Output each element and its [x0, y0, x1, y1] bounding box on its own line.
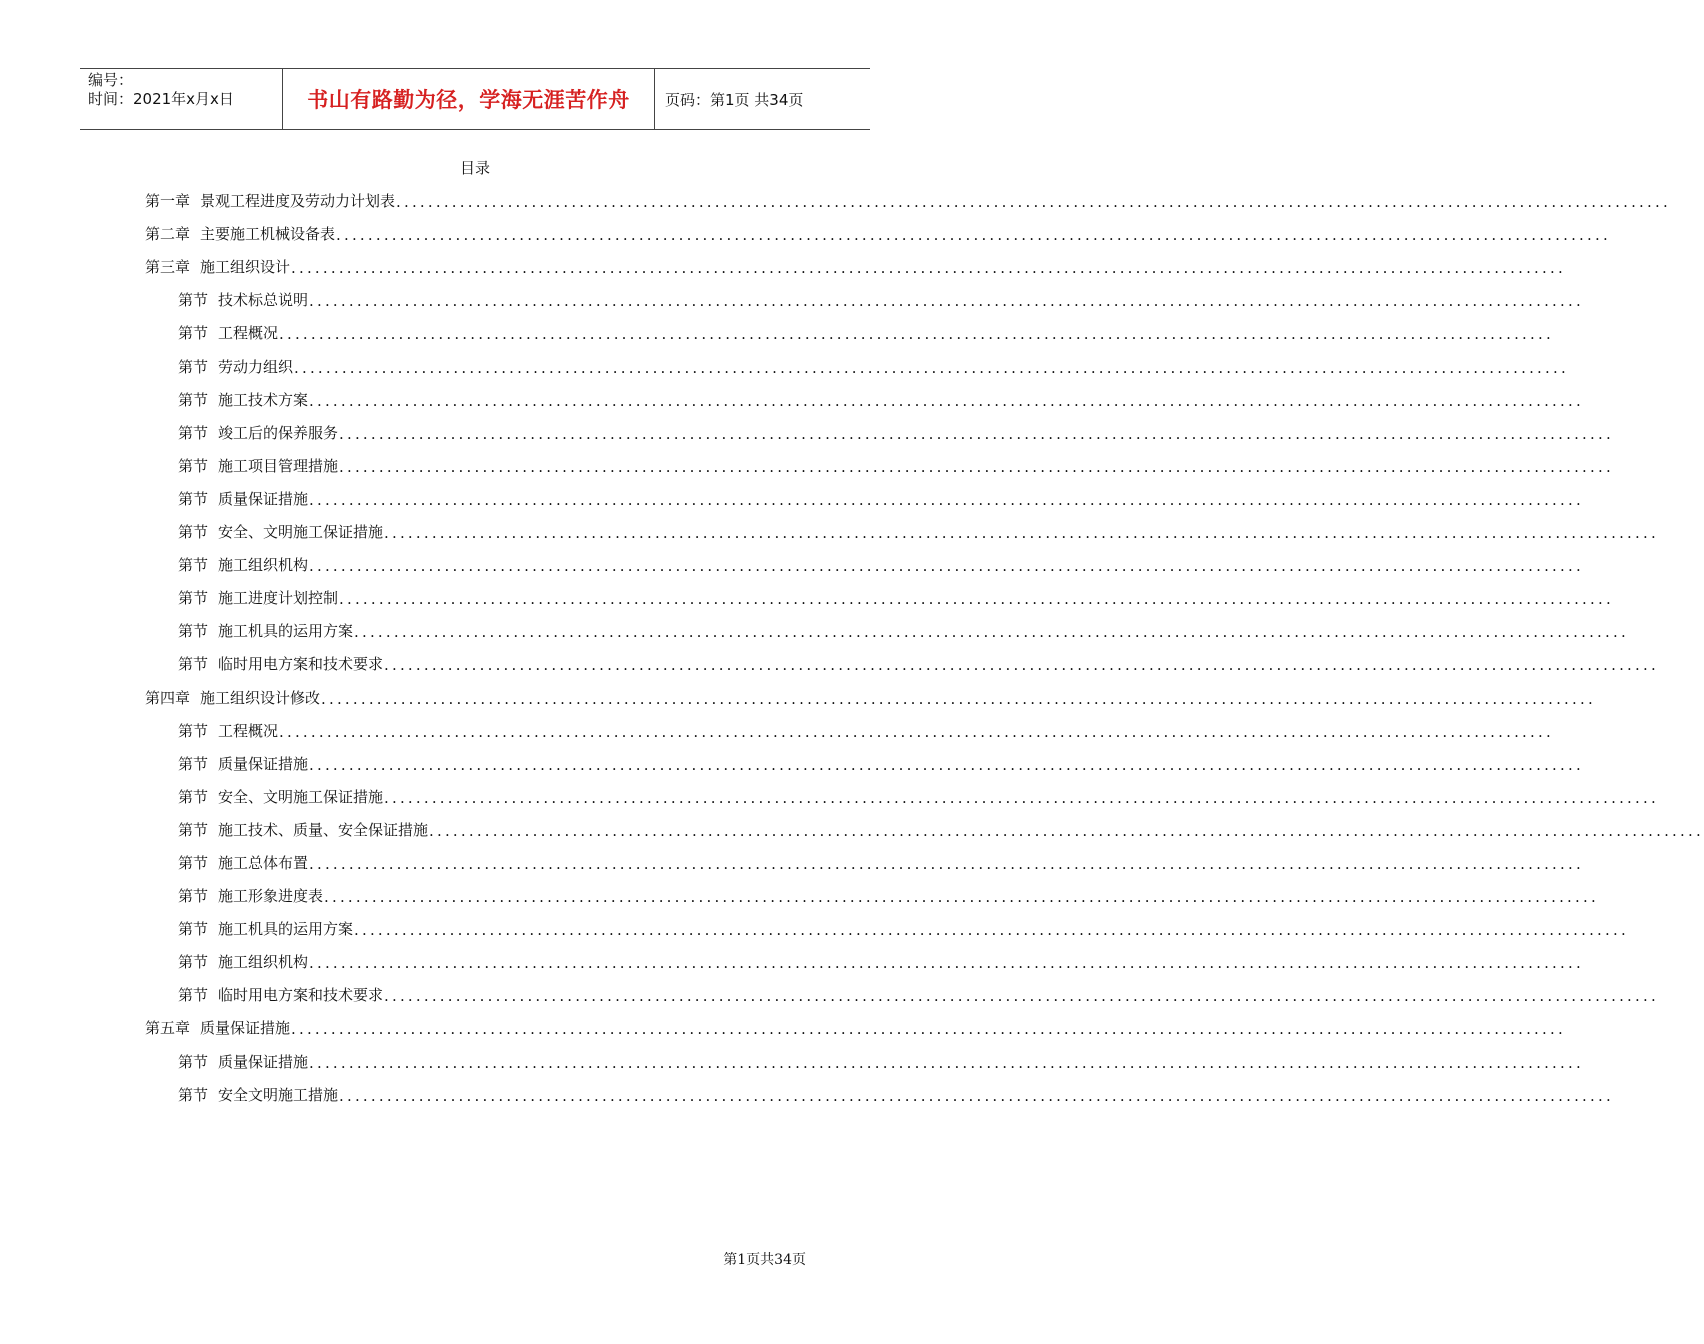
toc-entry-text: 施工进度计划控制 [218, 589, 339, 608]
toc-entry-prefix: 第二章 [145, 225, 191, 244]
toc-entry-text: 施工组织机构 [218, 556, 309, 575]
toc-entry-text: 工程概况 [218, 324, 279, 343]
toc-section-entry[interactable] [145, 840, 1584, 873]
toc-leader-dots: ................................................................................................................................................................ [354, 623, 1629, 642]
toc-entry-text: 主要施工机械设备表 [200, 225, 336, 244]
toc-section-entry[interactable] [145, 708, 1554, 741]
toc-entry-text: 安全、文明施工保证措施 [218, 523, 384, 542]
toc-leader-dots: ................................................................................................................................................................ [294, 358, 1569, 377]
document-time: 时间：2021年x月x日 [88, 90, 234, 108]
toc-leader-dots: ................................................................................................................................................................ [336, 226, 1611, 245]
toc-entry-prefix: 第节 [178, 489, 209, 508]
toc-section-entry[interactable] [145, 1038, 1584, 1072]
toc-leader-dots: ................................................................................................................................................................ [309, 557, 1584, 576]
toc-section-entry[interactable] [145, 741, 1584, 774]
toc-leader-dots: ................................................................................................................................................................ [279, 722, 1554, 741]
toc-leader-dots: ................................................................................................................................................................ [309, 490, 1584, 509]
page-footer: 第1页共34页 [723, 1252, 806, 1268]
toc-entry-text: 质量保证措施 [218, 1052, 309, 1071]
toc-leader-dots: ................................................................................................................................................................ [324, 888, 1599, 907]
toc-section-entry[interactable] [145, 608, 1629, 642]
toc-section-entry[interactable] [145, 575, 1614, 609]
toc-leader-dots: ................................................................................................................................................................ [384, 788, 1659, 807]
toc-leader-dots: ................................................................................................................................................................ [384, 524, 1659, 543]
toc-section-entry[interactable] [145, 542, 1584, 576]
toc-entry-text: 工程概况 [218, 721, 279, 740]
toc-entry-prefix: 第节 [178, 291, 209, 310]
toc-section-entry[interactable] [145, 343, 1569, 377]
toc-entry-text: 质量保证措施 [218, 489, 309, 508]
toc-leader-dots: ................................................................................................................................................................ [309, 391, 1584, 410]
toc-entry-prefix: 第节 [178, 622, 209, 641]
toc-section-entry[interactable] [145, 476, 1584, 509]
toc-leader-dots: ................................................................................................................................................................ [309, 1053, 1584, 1072]
toc-section-entry[interactable] [145, 641, 1659, 675]
toc-leader-dots: ................................................................................................................................................................ [309, 854, 1584, 873]
toc-section-entry[interactable] [145, 972, 1659, 1006]
toc-section-entry[interactable] [145, 310, 1554, 344]
toc-leader-dots: ................................................................................................................................................................ [429, 821, 1704, 840]
toc-section-entry[interactable] [145, 774, 1659, 807]
toc-chapter-entry[interactable] [145, 178, 1671, 212]
toc-entry-prefix: 第节 [178, 887, 209, 906]
toc-entry-text: 临时用电方案和技术要求 [218, 655, 384, 674]
toc-title: 目录 [459, 159, 490, 177]
toc-leader-dots: ................................................................................................................................................................ [339, 590, 1614, 609]
toc-leader-dots: ................................................................................................................................................................ [384, 656, 1659, 675]
toc-entry-text: 施工机具的运用方案 [218, 622, 354, 641]
toc-entry-prefix: 第五章 [145, 1019, 191, 1038]
toc-leader-dots: ................................................................................................................................................................ [339, 424, 1614, 443]
toc-entry-prefix: 第节 [178, 423, 209, 442]
toc-leader-dots: ................................................................................................................................................................ [309, 755, 1584, 774]
toc-entry-text: 施工技术、质量、安全保证措施 [218, 820, 429, 839]
toc-entry-text: 安全文明施工措施 [218, 1085, 339, 1104]
table-of-contents [145, 178, 1704, 1105]
toc-section-entry[interactable] [145, 873, 1599, 907]
toc-entry-prefix: 第节 [178, 986, 209, 1005]
toc-leader-dots: ................................................................................................................................................................ [396, 193, 1671, 212]
toc-entry-text: 施工组织机构 [218, 953, 309, 972]
toc-entry-text: 质量保证措施 [200, 1019, 291, 1038]
toc-entry-prefix: 第节 [178, 456, 209, 475]
toc-entry-text: 安全、文明施工保证措施 [218, 787, 384, 806]
toc-entry-prefix: 第节 [178, 1085, 209, 1104]
toc-entry-prefix: 第节 [178, 953, 209, 972]
toc-entry-prefix: 第节 [178, 556, 209, 575]
toc-section-entry[interactable] [145, 410, 1614, 443]
toc-section-entry[interactable] [145, 443, 1614, 476]
toc-leader-dots: ................................................................................................................................................................ [291, 259, 1566, 278]
toc-entry-text: 施工技术方案 [218, 390, 309, 409]
toc-chapter-entry[interactable] [145, 1005, 1566, 1039]
toc-entry-prefix: 第节 [178, 357, 209, 376]
document-number: 编号： [88, 71, 134, 89]
page-header [80, 68, 870, 130]
toc-entry-text: 质量保证措施 [218, 754, 309, 773]
toc-section-entry[interactable] [145, 277, 1584, 311]
toc-entry-prefix: 第节 [178, 754, 209, 773]
toc-leader-dots: ................................................................................................................................................................ [384, 987, 1659, 1006]
toc-chapter-entry[interactable] [145, 674, 1596, 708]
toc-section-entry[interactable] [145, 377, 1584, 410]
header-motto: 书山有路勤为径，学海无涯苦作舟 [282, 69, 655, 129]
toc-entry-prefix: 第节 [178, 787, 209, 806]
toc-entry-text: 施工组织设计修改 [200, 688, 321, 707]
toc-section-entry[interactable] [145, 509, 1659, 543]
toc-leader-dots: ................................................................................................................................................................ [321, 689, 1596, 708]
toc-entry-text: 施工项目管理措施 [218, 456, 339, 475]
toc-entry-text: 竣工后的保养服务 [218, 423, 339, 442]
toc-entry-prefix: 第节 [178, 523, 209, 542]
toc-section-entry[interactable] [145, 1072, 1614, 1105]
toc-entry-prefix: 第节 [178, 820, 209, 839]
toc-entry-prefix: 第节 [178, 920, 209, 939]
toc-entry-text: 劳动力组织 [218, 357, 294, 376]
toc-leader-dots: ................................................................................................................................................................ [354, 921, 1629, 940]
toc-leader-dots: ................................................................................................................................................................ [309, 954, 1584, 973]
header-page-info: 页码：第1页 共34页 [665, 90, 804, 109]
toc-section-entry[interactable] [145, 906, 1629, 940]
toc-entry-text: 施工形象进度表 [218, 887, 324, 906]
toc-entry-prefix: 第节 [178, 589, 209, 608]
toc-entry-text: 施工总体布置 [218, 853, 309, 872]
toc-entry-prefix: 第节 [178, 324, 209, 343]
toc-entry-prefix: 第一章 [145, 192, 191, 211]
toc-entry-text: 景观工程进度及劳动力计划表 [200, 192, 396, 211]
toc-leader-dots: ................................................................................................................................................................ [279, 325, 1554, 344]
toc-entry-prefix: 第四章 [145, 688, 191, 707]
toc-entry-prefix: 第节 [178, 655, 209, 674]
toc-entry-text: 临时用电方案和技术要求 [218, 986, 384, 1005]
toc-entry-prefix: 第节 [178, 853, 209, 872]
toc-entry-prefix: 第三章 [145, 258, 191, 277]
toc-entry-text: 技术标总说明 [218, 291, 309, 310]
toc-section-entry[interactable] [145, 807, 1704, 840]
toc-entry-prefix: 第节 [178, 390, 209, 409]
header-meta [80, 69, 282, 129]
toc-entry-prefix: 第节 [178, 721, 209, 740]
toc-leader-dots: ................................................................................................................................................................ [339, 457, 1614, 476]
toc-leader-dots: ................................................................................................................................................................ [291, 1020, 1566, 1039]
toc-entry-text: 施工组织设计 [200, 258, 291, 277]
toc-section-entry[interactable] [145, 939, 1584, 973]
toc-chapter-entry[interactable] [145, 211, 1611, 245]
toc-leader-dots: ................................................................................................................................................................ [339, 1086, 1614, 1105]
toc-leader-dots: ................................................................................................................................................................ [309, 292, 1584, 311]
toc-entry-prefix: 第节 [178, 1052, 209, 1071]
toc-chapter-entry[interactable] [145, 244, 1566, 278]
toc-entry-text: 施工机具的运用方案 [218, 920, 354, 939]
